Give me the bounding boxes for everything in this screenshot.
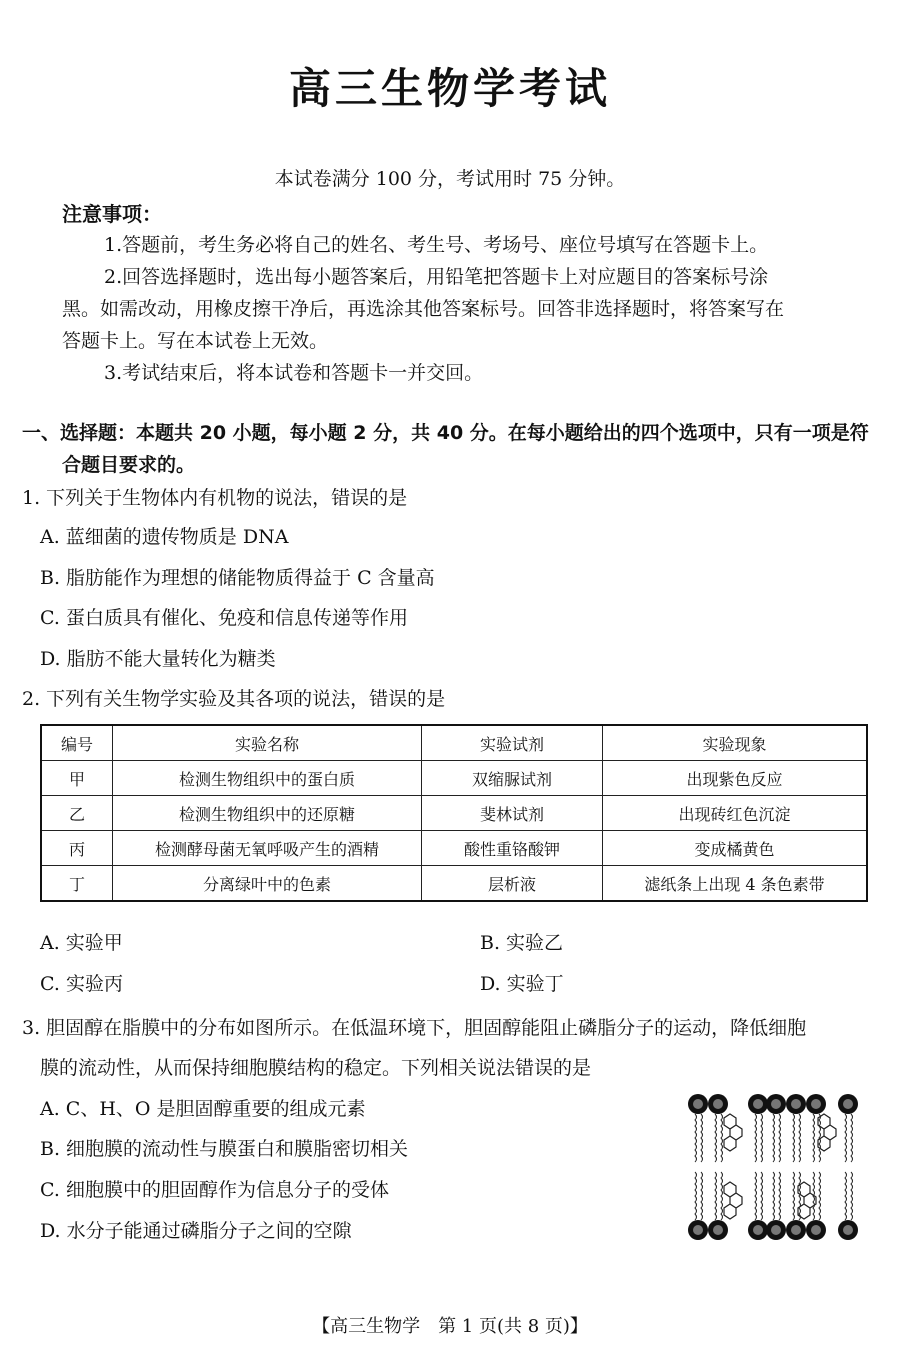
header-phenomenon: 实验现象 [603,725,868,761]
row-phenomenon: 出现砖红色沉淀 [603,796,868,831]
phospholipid-head-highlight [811,1099,821,1109]
lipid-tail [819,1172,821,1220]
lipid-tail [715,1172,717,1220]
lipid-tail [773,1172,775,1220]
table-row [41,831,867,866]
phospholipid-head-highlight [811,1225,821,1235]
row-reagent: 双缩脲试剂 [422,761,603,796]
q1-option-d: D. 脂肪不能大量转化为糖类 [40,648,276,670]
lipid-tail [755,1172,757,1220]
notice-item-2-line-2: 黑。如需改动，用橡皮擦干净后，再选涂其他答案标号。回答非选择题时，将答案写在 [62,298,785,320]
q3-option-b: B. 细胞膜的流动性与膜蛋白和膜脂密切相关 [40,1138,409,1160]
row-experiment-name: 检测酵母菌无氧呼吸产生的酒精 [113,831,422,866]
cell-membrane-figure [684,1092,870,1242]
exam-title: 高三生物学考试 [288,64,611,113]
q3-option-c: C. 细胞膜中的胆固醇作为信息分子的受体 [40,1179,389,1201]
phospholipid-head-highlight [843,1099,853,1109]
table-row [41,761,867,796]
q2-option-c: C. 实验丙 [40,973,123,995]
phospholipid-head-highlight [843,1225,853,1235]
q2-option-a: A. 实验甲 [40,932,123,954]
lipid-tail [851,1114,853,1162]
lipid-tail [799,1172,801,1220]
q1-stem: 1. 下列关于生物体内有机物的说法，错误的是 [22,487,408,509]
exam-intro: 本试卷满分 100 分，考试用时 75 分钟。 [274,168,626,190]
notice-item-2-line-3: 答题卡上。写在本试卷上无效。 [62,330,329,352]
q3-stem-line-1: 3. 胆固醇在脂膜中的分布如图所示。在低温环境下，胆固醇能阻止磷脂分子的运动，降低细胞 [22,1017,807,1039]
section-1-header-line-1: 一、选择题：本题共 20 小题，每小题 2 分，共 40 分。在每小题给出的四个选项中，只有一项是符 [22,422,869,444]
phospholipid-head-highlight [791,1225,801,1235]
lipid-tail [845,1114,847,1162]
row-number: 甲 [41,761,113,796]
phospholipid-head-highlight [753,1099,763,1109]
phospholipid-head-highlight [693,1099,703,1109]
row-phenomenon: 滤纸条上出现 4 条色素带 [603,866,868,902]
phospholipid-head-highlight [771,1225,781,1235]
q2-option-d: D. 实验丁 [480,973,564,995]
lipid-tail [851,1172,853,1220]
lipid-tail [779,1114,781,1162]
lipid-tail [695,1114,697,1162]
lipid-tail [695,1172,697,1220]
lipid-tail [761,1114,763,1162]
header-number: 编号 [41,725,113,761]
phospholipid-head-highlight [791,1099,801,1109]
q3-option-d: D. 水分子能通过磷脂分子之间的空隙 [40,1220,352,1242]
row-experiment-name: 检测生物组织中的还原糖 [113,796,422,831]
lipid-tail [773,1114,775,1162]
phospholipid-head-highlight [693,1225,703,1235]
lipid-tail [761,1172,763,1220]
row-phenomenon: 变成橘黄色 [603,831,868,866]
row-experiment-name: 检测生物组织中的蛋白质 [113,761,422,796]
lipid-tail [715,1114,717,1162]
phospholipid-head-highlight [753,1225,763,1235]
row-number: 乙 [41,796,113,831]
row-reagent: 斐林试剂 [422,796,603,831]
q3-option-a: A. C、H、O 是胆固醇重要的组成元素 [40,1098,366,1120]
phospholipid-head-highlight [713,1225,723,1235]
lipid-tail [701,1172,703,1220]
lipid-tail [755,1114,757,1162]
q1-option-a: A. 蓝细菌的遗传物质是 DNA [40,526,289,548]
lipid-tail [701,1114,703,1162]
lipid-tail [721,1114,723,1162]
table-row [41,796,867,831]
lipid-tail [721,1172,723,1220]
table-header-row [41,725,867,761]
lipid-tail [793,1172,795,1220]
notice-heading: 注意事项： [62,202,162,226]
row-experiment-name: 分离绿叶中的色素 [113,866,422,902]
phospholipid-head-highlight [771,1099,781,1109]
q1-option-b: B. 脂肪能作为理想的储能物质得益于 C 含量高 [40,567,435,589]
notice-item-2-line-1: 2.回答选择题时，选出每小题答案后，用铅笔把答题卡上对应题目的答案标号涂 [104,266,769,288]
notice-item-1: 1.答题前，考生务必将自己的姓名、考生号、考场号、座位号填写在答题卡上。 [104,234,769,256]
row-reagent: 酸性重铬酸钾 [422,831,603,866]
row-phenomenon: 出现紫色反应 [603,761,868,796]
header-reagent: 实验试剂 [422,725,603,761]
phospholipid-head-highlight [713,1099,723,1109]
lipid-tail [813,1114,815,1162]
notice-item-3: 3.考试结束后，将本试卷和答题卡一并交回。 [104,362,484,384]
lipid-tail [793,1114,795,1162]
lipid-tail [799,1114,801,1162]
row-number: 丙 [41,831,113,866]
q2-stem: 2. 下列有关生物学实验及其各项的说法，错误的是 [22,688,446,710]
q2-option-b: B. 实验乙 [480,932,564,954]
header-experiment-name: 实验名称 [113,725,422,761]
q1-option-c: C. 蛋白质具有催化、免疫和信息传递等作用 [40,607,408,629]
q3-stem-line-2: 膜的流动性，从而保持细胞膜结构的稳定。下列相关说法错误的是 [40,1057,592,1079]
experiment-table [40,724,868,902]
row-number: 丁 [41,866,113,902]
section-1-header-line-2: 合题目要求的。 [62,454,196,476]
page-footer: 【高三生物学 第 1 页(共 8 页)】 [312,1316,588,1337]
table-row [41,866,867,902]
row-reagent: 层析液 [422,866,603,902]
lipid-tail [779,1172,781,1220]
lipid-tail [845,1172,847,1220]
